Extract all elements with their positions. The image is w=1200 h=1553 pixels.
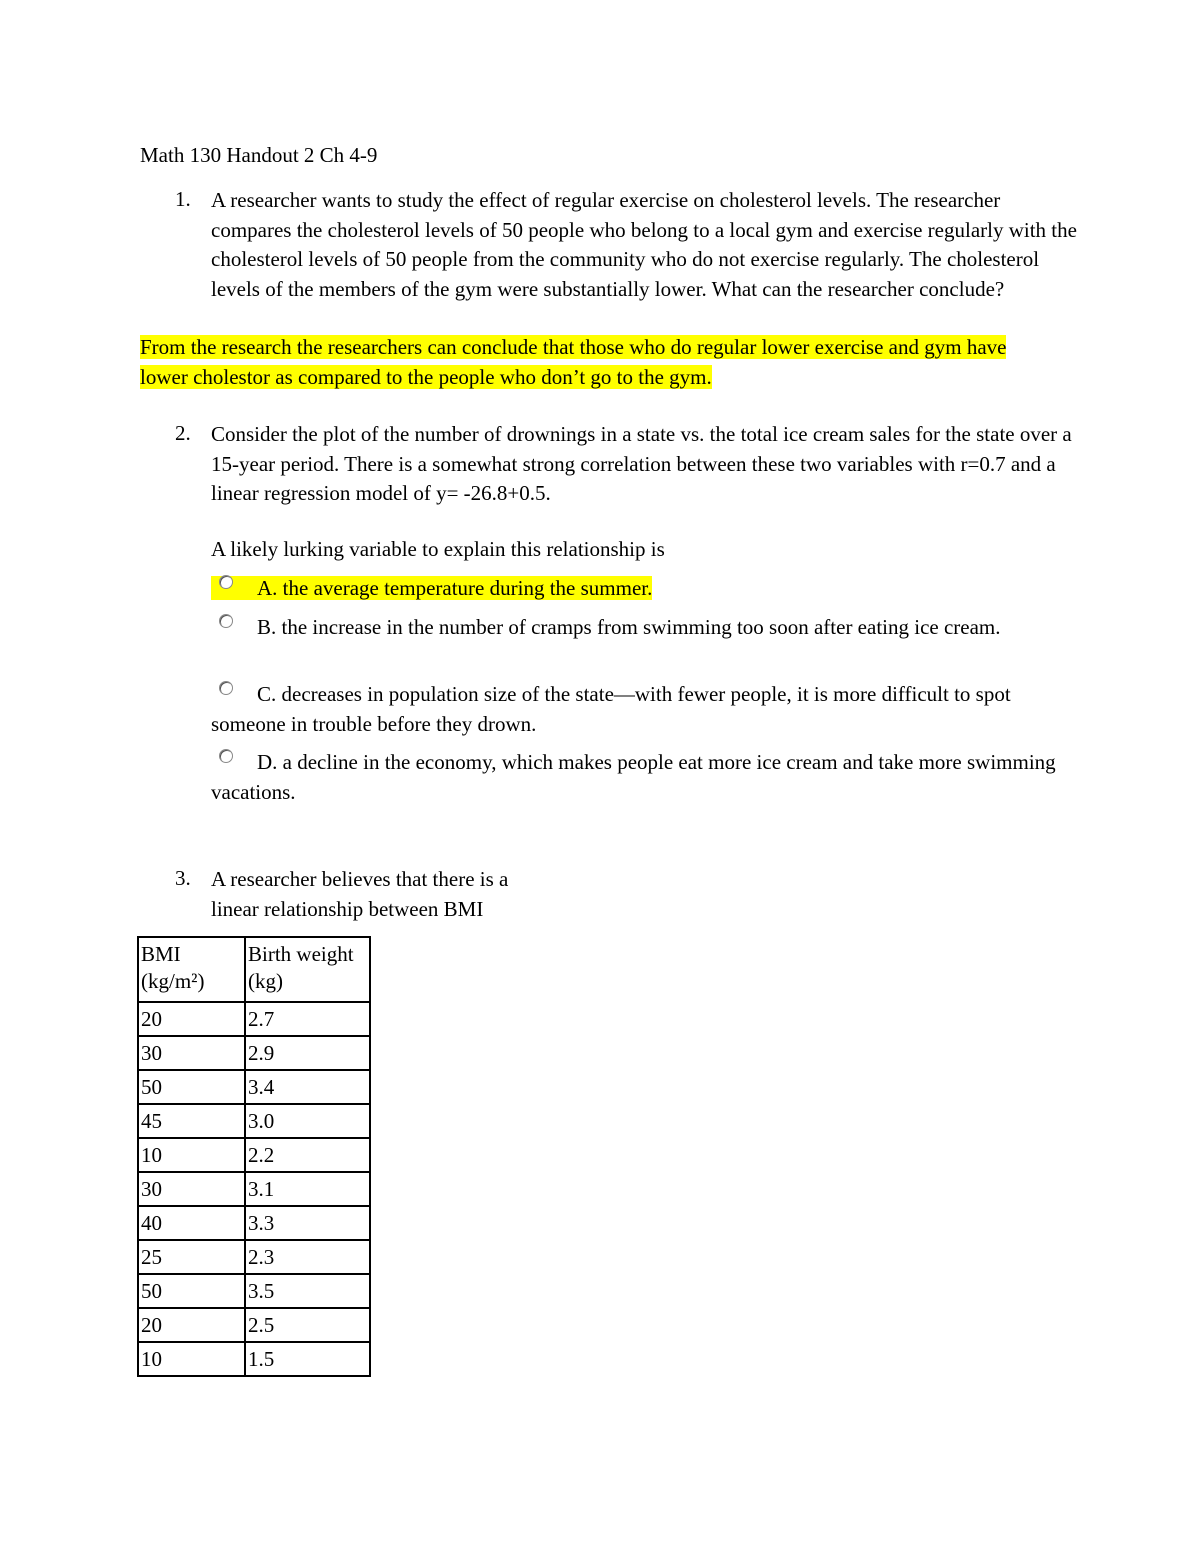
bmi-birthweight-table: [137, 936, 371, 1377]
table-cell-bmi: 20: [138, 1308, 245, 1342]
question-3-text: A researcher believes that there is a linear relationship between BMI: [211, 867, 509, 921]
table-row: [138, 1342, 370, 1376]
table-cell-bmi: 20: [138, 1002, 245, 1036]
question-1-number: 1.: [175, 187, 191, 211]
table-cell-weight: 3.1: [245, 1172, 370, 1206]
table-cell-weight: 3.0: [245, 1104, 370, 1138]
table-cell-weight: 2.3: [245, 1240, 370, 1274]
option-c[interactable]: [211, 680, 1081, 739]
table-row: [138, 1274, 370, 1308]
table-row: [138, 1138, 370, 1172]
table-cell-weight: 1.5: [245, 1342, 370, 1376]
option-b-text: B. the increase in the number of cramps from swimming too soon after eating ice cream.: [257, 615, 1001, 639]
radio-c[interactable]: [219, 681, 233, 695]
option-a-text: A. the average temperature during the summer.: [257, 576, 653, 600]
question-1-text: A researcher wants to study the effect of regular exercise on cholesterol levels. The researcher compares the cholesterol levels of 50 people who belong to a local gym and exercise regularly with the cholesterol levels of 50 people from the community who do not exercise regularly. The cholesterol levels of the members of the gym were substantially lower. What can the researcher conclude?: [211, 188, 1077, 301]
table-cell-weight: 2.2: [245, 1138, 370, 1172]
table-row: [138, 1036, 370, 1070]
table-cell-bmi: 40: [138, 1206, 245, 1240]
question-2-number: 2.: [175, 421, 191, 445]
table-cell-bmi: 25: [138, 1240, 245, 1274]
option-a[interactable]: [211, 574, 1081, 604]
table-row: [138, 1104, 370, 1138]
option-d[interactable]: [211, 748, 1081, 807]
option-d-text: D. a decline in the economy, which makes people eat more ice cream and take more swimming vacations.: [211, 750, 1056, 804]
table-cell-bmi: 50: [138, 1274, 245, 1308]
question-3-number: 3.: [175, 866, 191, 890]
table-row: [138, 1240, 370, 1274]
table-header-birth-weight: Birth weight (kg): [245, 937, 370, 1002]
table-cell-bmi: 30: [138, 1172, 245, 1206]
table-cell-bmi: 10: [138, 1342, 245, 1376]
table-row: [138, 1172, 370, 1206]
page-title: Math 130 Handout 2 Ch 4-9: [140, 143, 378, 167]
table-row: [138, 1206, 370, 1240]
table-row: [138, 1002, 370, 1036]
table-cell-weight: 2.5: [245, 1308, 370, 1342]
radio-a[interactable]: [219, 575, 233, 589]
table-cell-weight: 2.7: [245, 1002, 370, 1036]
table-header-bmi: BMI (kg/m²): [138, 937, 245, 1002]
table-cell-weight: 2.9: [245, 1036, 370, 1070]
table-cell-bmi: 10: [138, 1138, 245, 1172]
option-a-highlight: [211, 576, 652, 600]
radio-d[interactable]: [219, 749, 233, 763]
question-1-answer: [140, 333, 1040, 392]
option-b[interactable]: [211, 613, 1081, 643]
answer-highlight: From the research the researchers can conclude that those who do regular lower exercise and gym have lower cholestor as compared to the people who don’t go to the gym.: [140, 335, 1007, 389]
table-cell-bmi: 45: [138, 1104, 245, 1138]
table-cell-bmi: 50: [138, 1070, 245, 1104]
question-2-prompt: A likely lurking variable to explain this relationship is: [211, 537, 665, 561]
table-cell-bmi: 30: [138, 1036, 245, 1070]
option-c-text: C. decreases in population size of the state—with fewer people, it is more difficult to spot someone in trouble before they drown.: [211, 682, 1011, 736]
table-cell-weight: 3.3: [245, 1206, 370, 1240]
question-2-text: Consider the plot of the number of drownings in a state vs. the total ice cream sales for the state over a 15-year period. There is a somewhat strong correlation between these two variables with r=0.7 and a linear regression model of y= -26.8+0.5.: [211, 422, 1072, 505]
table-cell-weight: 3.4: [245, 1070, 370, 1104]
table-row: [138, 1308, 370, 1342]
table-row: [138, 1070, 370, 1104]
table-cell-weight: 3.5: [245, 1274, 370, 1308]
radio-b[interactable]: [219, 614, 233, 628]
table-header-row: [138, 937, 370, 1002]
